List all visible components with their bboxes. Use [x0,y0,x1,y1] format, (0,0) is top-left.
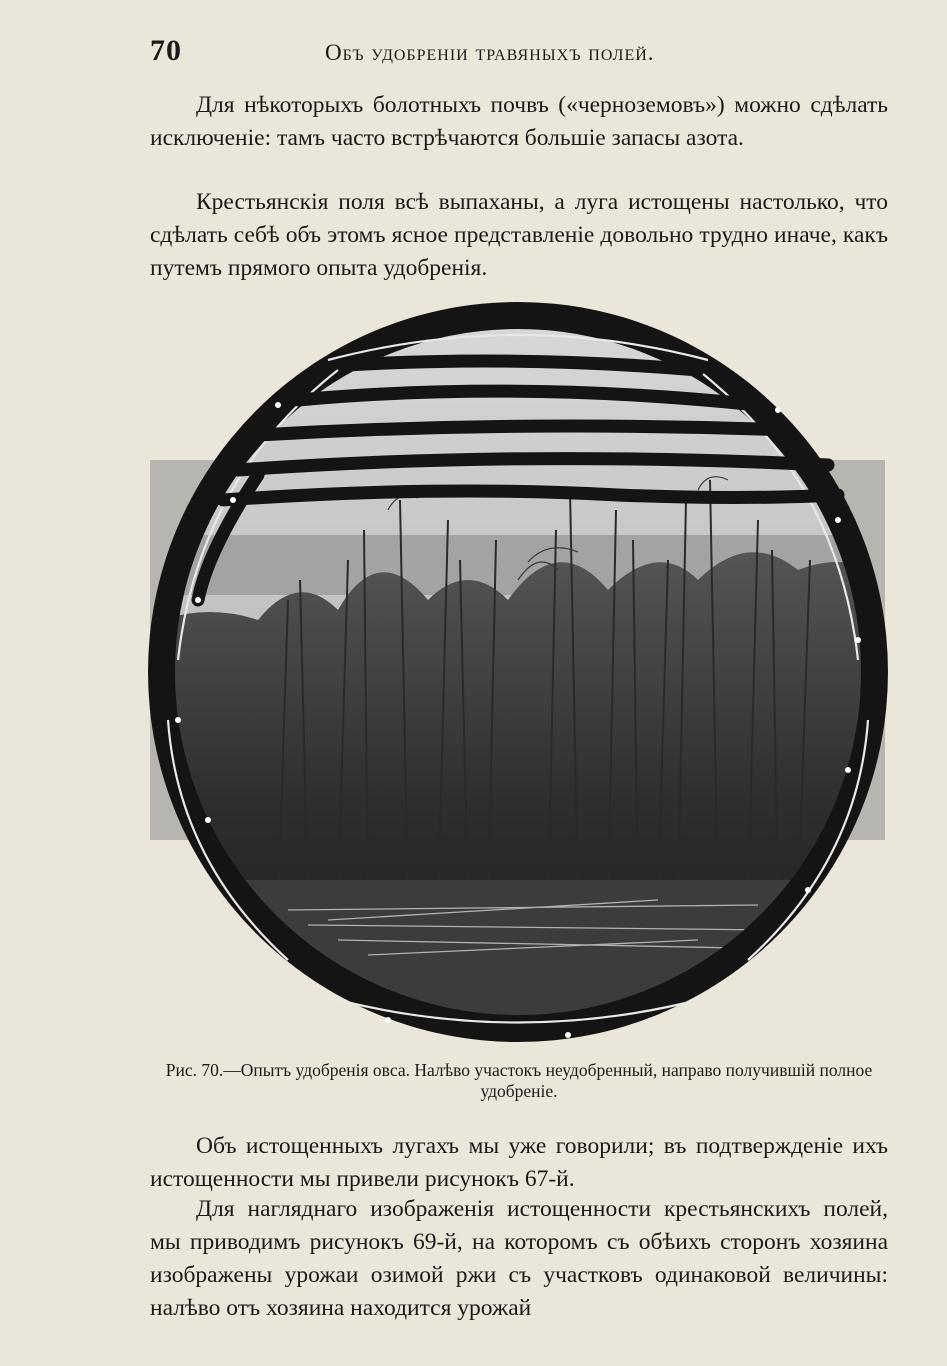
paragraph-2: Крестьянскія поля всѣ выпаханы, а луга истощены настолько, что сдѣлать себѣ объ этомъ ясное представленіе довольно трудно иначе, какъ путемъ прямого опыта удобренія. [150,189,888,281]
paragraph-3: Объ истощенныхъ лугахъ мы уже говорили; въ подтвержденіе ихъ истощенности мы привели рисунокъ 67-й. [150,1133,888,1192]
figure-oat-field [138,300,898,1055]
oat-field-illustration [138,300,898,1055]
paragraph-1: Для нѣкоторыхъ болотныхъ почвъ («черноземовъ») можно сдѣлать исключеніе: тамъ часто встрѣчаются большіе запасы азота. [150,92,888,151]
figure-caption: Рис. 70.—Опытъ удобренія овса. Налѣво участокъ неудобренный, направо получившій полное удобреніе. [165,1060,873,1101]
running-head: Объ удобреніи травяныхъ полей. [325,40,655,65]
photo-scene [138,300,898,1055]
page-header [150,34,888,74]
page-number: 70 [150,34,182,67]
paragraph-4: Для нагляднаго изображенія истощенности крестьянскихъ полей, мы приводимъ рисунокъ 69-й, на которомъ съ обѣихъ сторонъ хозяина изображены урожаи озимой ржи съ участковъ одинаковой величины: налѣво отъ хозяина находится урожай [150,1196,888,1321]
